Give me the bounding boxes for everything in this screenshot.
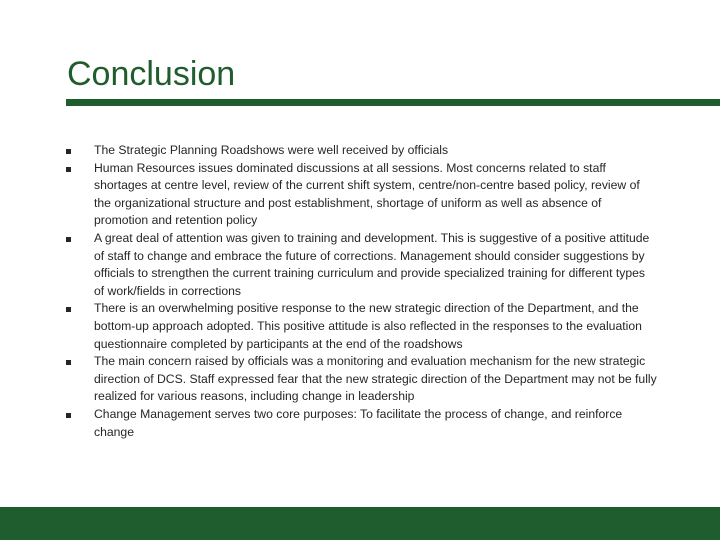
bullet-text: Change Management serves two core purposes: To facilitate the process of change, and reinforce change [94,406,623,439]
bullet-text: The Strategic Planning Roadshows were well received by officials [94,143,449,157]
square-bullet-icon [66,167,71,172]
bullet-item [66,230,658,300]
square-bullet-icon [66,413,71,418]
square-bullet-icon [66,237,71,242]
bullet-item [66,406,658,441]
bullet-text: A great deal of attention was given to training and development. This is suggestive of a positive attitude of staff to change and embrace the future of corrections. Management should consider suggestions by officials to strengthen the current training curriculum and provide specialized training for different types of work/fields in corrections [94,230,650,298]
bullet-item [66,160,658,230]
bullet-text: There is an overwhelming positive response to the new strategic direction of the Department, and the bottom-up approach adopted. This positive attitude is also reflected in the responses to the evaluation questionnaire completed by participants at the end of the roadshows [94,301,642,351]
bullet-item [66,142,658,160]
slide-title: Conclusion [67,55,236,93]
square-bullet-icon [66,307,71,312]
footer-band [0,507,720,540]
square-bullet-icon [66,360,71,365]
bullet-item [66,300,658,353]
bullet-item [66,353,658,406]
bullet-text: The main concern raised by officials was a monitoring and evaluation mechanism for the new strategic direction of DCS. Staff expressed fear that the new strategic direction of the Department may not be fully realized for various reasons, including change in leadership [94,354,657,404]
bullet-text: Human Resources issues dominated discussions at all sessions. Most concerns related to staff shortages at centre level, review of the current shift system, centre/non-centre based policy, review of the organizational structure and post establishment, shortage of uniform as well as absence of promotion and retention policy [94,160,640,228]
title-divider [66,99,720,106]
square-bullet-icon [66,149,71,154]
bullet-list [66,142,658,441]
